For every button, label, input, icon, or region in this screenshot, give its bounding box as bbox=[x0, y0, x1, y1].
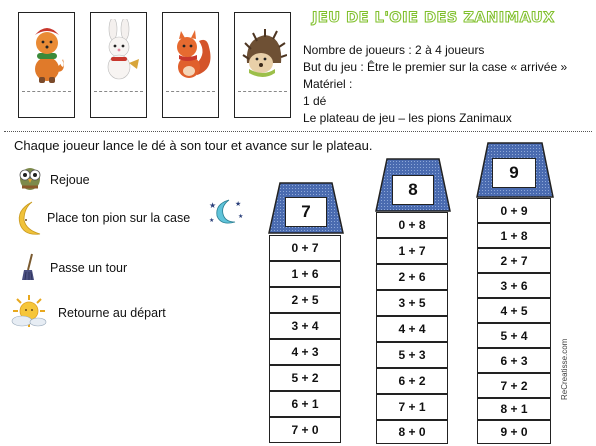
tower-8-cell: 0 + 8 bbox=[376, 212, 448, 238]
instruction-text: Chaque joueur lance le dé à son tour et avance sur le plateau. bbox=[14, 138, 373, 153]
legend-text-place: Place ton pion sur la case bbox=[47, 211, 191, 225]
svg-text:★: ★ bbox=[235, 201, 242, 208]
tower-9-cell: 8 + 1 bbox=[477, 398, 551, 420]
legend-text-passe: Passe un tour bbox=[50, 261, 128, 275]
tower-7-cell: 0 + 7 bbox=[269, 235, 341, 261]
tower-9-cell: 9 + 0 bbox=[477, 420, 551, 444]
tower-8-cell: 8 + 0 bbox=[376, 420, 448, 444]
tower-8-cell: 7 + 1 bbox=[376, 394, 448, 420]
moon-stars-icon bbox=[205, 196, 245, 228]
tower-9-cell: 1 + 8 bbox=[477, 223, 551, 248]
tower-7-cell: 7 + 0 bbox=[269, 417, 341, 443]
pion-card-fox bbox=[18, 12, 75, 118]
game-title: JEU DE L'OIE DES ZANIMAUX bbox=[312, 10, 555, 26]
tower-9-cell: 0 + 9 bbox=[477, 198, 551, 223]
moon-icon bbox=[14, 200, 44, 238]
broom-icon bbox=[18, 252, 42, 282]
hedgehog-icon bbox=[239, 19, 287, 85]
legend-text-rejoue: Rejoue bbox=[50, 173, 90, 187]
tower-7-cell: 2 + 5 bbox=[269, 287, 341, 313]
tower-8-cell: 4 + 4 bbox=[376, 316, 448, 342]
fox-icon bbox=[23, 19, 71, 85]
name-line bbox=[166, 91, 215, 92]
tower-9-cell: 2 + 7 bbox=[477, 248, 551, 273]
name-line bbox=[94, 91, 143, 92]
info-material-label: Matériel : bbox=[303, 77, 353, 91]
tower-8-cell: 1 + 7 bbox=[376, 238, 448, 264]
tower-9-cell: 5 + 4 bbox=[477, 323, 551, 348]
pion-card-hedgehog bbox=[234, 12, 291, 118]
name-line bbox=[238, 91, 287, 92]
tower-9-cell: 3 + 6 bbox=[477, 273, 551, 298]
svg-text:★: ★ bbox=[238, 214, 244, 220]
squirrel-icon bbox=[167, 19, 215, 85]
tower-9-cell: 6 + 3 bbox=[477, 348, 551, 373]
tower-7-cell: 5 + 2 bbox=[269, 365, 341, 391]
tower-number-9: 9 bbox=[492, 158, 536, 188]
tower-8-cell: 3 + 5 bbox=[376, 290, 448, 316]
tower-number-8: 8 bbox=[392, 175, 434, 205]
tower-7-cell: 4 + 3 bbox=[269, 339, 341, 365]
tower-number-7: 7 bbox=[285, 197, 327, 227]
info-goal: But du jeu : Être le premier sur la case « arrivée » bbox=[303, 60, 568, 74]
legend-text-retourne: Retourne au départ bbox=[58, 306, 166, 320]
svg-text:★: ★ bbox=[209, 201, 217, 210]
info-board: Le plateau de jeu – les pions Zanimaux bbox=[303, 111, 512, 125]
dotted-separator bbox=[4, 131, 592, 132]
credit-text: ReCreatisse.com bbox=[560, 338, 569, 400]
tower-9-cell: 4 + 5 bbox=[477, 298, 551, 323]
owl-icon bbox=[16, 163, 44, 191]
tower-7-cell: 6 + 1 bbox=[269, 391, 341, 417]
name-line bbox=[22, 91, 71, 92]
info-die: 1 dé bbox=[303, 94, 327, 108]
pion-card-squirrel bbox=[162, 12, 219, 118]
pion-card-rabbit bbox=[90, 12, 147, 118]
tower-8-cell: 2 + 6 bbox=[376, 264, 448, 290]
tower-8-cell: 6 + 2 bbox=[376, 368, 448, 394]
tower-7-cell: 1 + 6 bbox=[269, 261, 341, 287]
tower-8-cell: 5 + 3 bbox=[376, 342, 448, 368]
info-players: Nombre de joueurs : 2 à 4 joueurs bbox=[303, 43, 485, 57]
svg-text:★: ★ bbox=[209, 218, 215, 224]
sun-icon bbox=[8, 293, 50, 329]
tower-9-cell: 7 + 2 bbox=[477, 373, 551, 398]
tower-7-cell: 3 + 4 bbox=[269, 313, 341, 339]
rabbit-icon bbox=[95, 19, 143, 85]
